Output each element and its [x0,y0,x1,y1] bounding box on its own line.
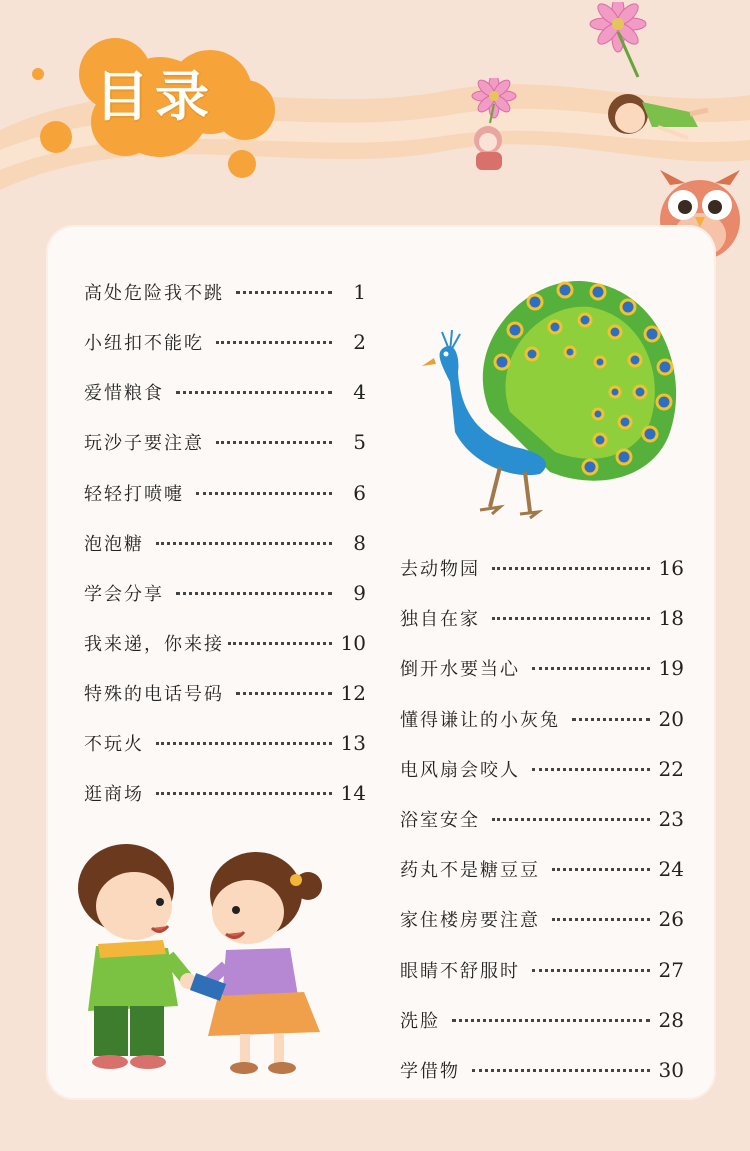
toc-leader-dots [228,642,332,645]
toc-leader-dots [552,868,650,871]
toc-item-page: 8 [353,531,366,555]
toc-item[interactable] [84,329,366,355]
toc-item-label: 爱惜粮食 [84,383,164,404]
toc-item-label: 我来递，你来接 [84,634,224,655]
toc-leader-dots [176,391,332,394]
toc-item-label: 倒开水要当心 [400,659,520,680]
toc-item[interactable] [84,580,366,606]
toc-item-page: 12 [340,681,366,705]
toc-item-label: 玩沙子要注意 [84,433,204,454]
toc-item-label: 小纽扣不能吃 [84,333,204,354]
boy-and-girl-illustration [68,836,338,1086]
toc-item[interactable] [84,730,366,756]
toc-item-label: 洗脸 [400,1011,440,1032]
toc-item-page: 20 [658,707,684,731]
toc-leader-dots [196,492,332,495]
toc-leader-dots [236,692,332,695]
toc-item[interactable] [400,957,684,983]
toc-leader-dots [236,291,332,294]
toc-item-label: 不玩火 [84,734,144,755]
toc-item[interactable] [84,379,366,405]
toc-leader-dots [452,1019,650,1022]
toc-item-page: 2 [353,330,366,354]
toc-item[interactable] [84,630,366,656]
toc-leader-dots [492,567,650,570]
toc-item-page: 22 [658,757,684,781]
toc-item[interactable] [400,655,684,681]
girl-figure [190,852,322,1074]
toc-leader-dots [572,718,650,721]
toc-item[interactable] [84,429,366,455]
toc-item-page: 18 [658,606,684,630]
toc-item[interactable] [400,1057,684,1083]
toc-item-label: 轻轻打喷嚏 [84,484,184,505]
toc-item-page: 10 [340,631,366,655]
toc-item-page: 1 [353,280,366,304]
toc-item-label: 高处危险我不跳 [84,283,224,304]
bear-flower-illustration [460,78,540,178]
toc-item-page: 5 [353,430,366,454]
toc-item-page: 27 [658,958,684,982]
toc-item-label: 学借物 [400,1061,460,1082]
toc-item-page: 16 [658,556,684,580]
toc-item[interactable] [400,706,684,732]
toc-item[interactable] [84,480,366,506]
toc-item-label: 泡泡糖 [84,534,144,555]
toc-item-page: 30 [658,1058,684,1082]
toc-item[interactable] [400,856,684,882]
toc-item[interactable] [84,279,366,305]
toc-item-label: 独自在家 [400,609,480,630]
toc-item-label: 特殊的电话号码 [84,684,224,705]
toc-leader-dots [492,818,650,821]
toc-item[interactable] [400,906,684,932]
toc-item[interactable] [84,680,366,706]
toc-leader-dots [532,969,650,972]
toc-leader-dots [552,918,650,921]
toc-item-label: 浴室安全 [400,810,480,831]
boy-figure [78,844,196,1069]
toc-item-label: 眼睛不舒服时 [400,961,520,982]
peacock-illustration [420,262,690,532]
toc-item-label: 懂得谦让的小灰兔 [400,710,560,731]
toc-leader-dots [176,592,332,595]
toc-item-label: 电风扇会咬人 [400,760,520,781]
toc-item-label: 去动物园 [400,559,480,580]
toc-item-page: 24 [658,857,684,881]
toc-item[interactable] [400,756,684,782]
toc-item[interactable] [400,605,684,631]
toc-item-page: 28 [658,1008,684,1032]
toc-leader-dots [156,792,332,795]
toc-leader-dots [472,1069,650,1072]
toc-item-page: 9 [353,581,366,605]
toc-item-page: 6 [353,481,366,505]
toc-item-label: 家住楼房要注意 [400,910,540,931]
toc-leader-dots [216,341,332,344]
toc-item-page: 13 [340,731,366,755]
toc-item-label: 学会分享 [84,584,164,605]
flying-girl-flower-illustration [570,2,710,152]
page-title: 目录 [95,65,215,128]
toc-leader-dots [532,768,650,771]
toc-item-page: 19 [658,656,684,680]
toc-item-page: 26 [658,907,684,931]
toc-leader-dots [492,617,650,620]
toc-item[interactable] [84,780,366,806]
toc-leader-dots [532,667,650,670]
toc-leader-dots [156,542,332,545]
toc-item[interactable] [400,806,684,832]
toc-item-page: 23 [658,807,684,831]
toc-item-label: 逛商场 [84,784,144,805]
toc-leader-dots [216,441,332,444]
toc-item-page: 4 [353,380,366,404]
toc-item[interactable] [84,530,366,556]
toc-item[interactable] [400,555,684,581]
toc-item-label: 药丸不是糖豆豆 [400,860,540,881]
toc-leader-dots [156,742,332,745]
toc-item[interactable] [400,1007,684,1033]
toc-item-page: 14 [340,781,366,805]
